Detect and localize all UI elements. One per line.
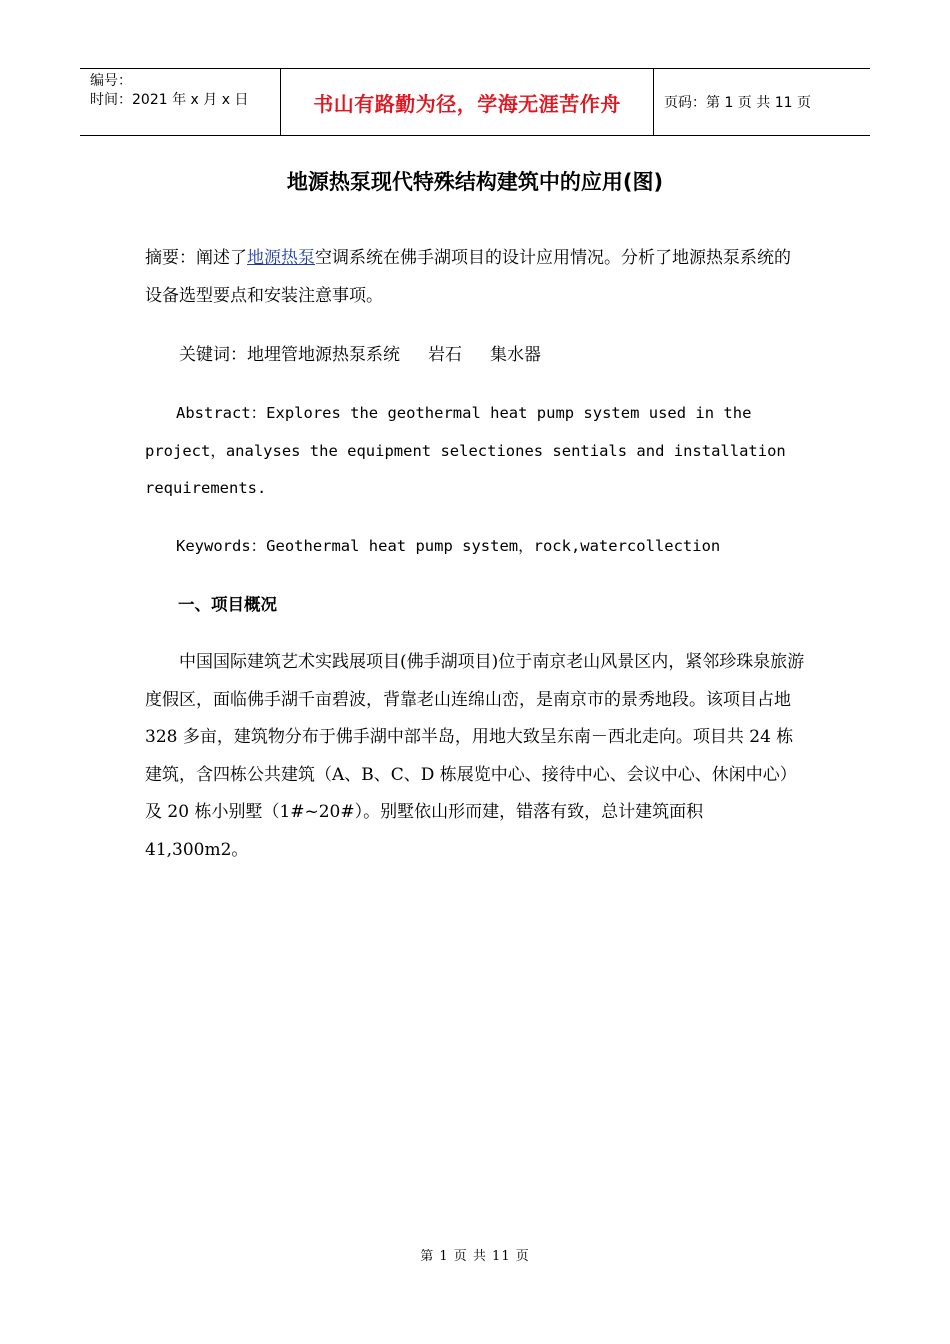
page-info: 页码：第 1 页 共 11 页 <box>664 95 811 111</box>
keywords-paragraph <box>145 337 805 375</box>
keywords-en: Keywords：Geothermal heat pump system，rock,watercollection <box>176 537 721 555</box>
keywords-label: 关键词：地埋管地源热泵系统 <box>179 345 400 365</box>
number-label: 编号： <box>90 73 132 89</box>
abstract-paragraph <box>145 240 805 315</box>
keyword-collector: 集水器 <box>490 345 541 365</box>
document-title: 地源热泵现代特殊结构建筑中的应用(图) <box>286 170 664 194</box>
header-motto-cell <box>281 69 654 135</box>
abstract-rest: 空调系统在佛手湖项目的设计应用情况。分析了地源热泵系统的设备选型要点和安装注意事项。 <box>145 248 791 306</box>
geothermal-heat-pump-link[interactable]: 地源热泵 <box>247 248 315 268</box>
abstract-en: Abstract：Explores the geothermal heat pump system used in the project，analyses the equipment selectiones sentials and installation requirements. <box>145 404 786 497</box>
motto-text: 书山有路勤为径，学海无涯苦作舟 <box>313 91 621 116</box>
keyword-rock: 岩石 <box>428 345 462 365</box>
header-table <box>80 68 870 136</box>
abstract-prefix: 摘要：阐述了 <box>145 248 247 268</box>
section1-title: 一、项目概况 <box>178 595 277 614</box>
page-footer: 第 1 页 共 11 页 <box>420 1249 530 1264</box>
section1-body-block <box>145 644 805 869</box>
header-page-cell <box>654 69 870 135</box>
time-label: 时间：2021 年 x 月 x 日 <box>90 92 249 108</box>
section1-body: 中国国际建筑艺术实践展项目(佛手湖项目)位于南京老山风景区内，紧邻珍珠泉旅游度假区，面临佛手湖千亩碧波，背靠老山连绵山峦，是南京市的景秀地段。该项目占地 328 多亩，建筑物分布于佛手湖中部半岛，用地大致呈东南－西北走向。项目共 24 栋建筑，含四栋公共建筑（A、B、C、D 栋展览中心、接待中心、会议中心、休闲中心）及 20 栋小别墅（1#~20#）。别墅依山形而建，错落有致，总计建筑面积 41,300m2。 <box>145 652 805 860</box>
header-meta-cell <box>80 69 281 135</box>
section1-heading-block <box>145 586 805 624</box>
abstract-en-paragraph <box>145 395 805 508</box>
keywords-en-paragraph <box>145 528 805 566</box>
